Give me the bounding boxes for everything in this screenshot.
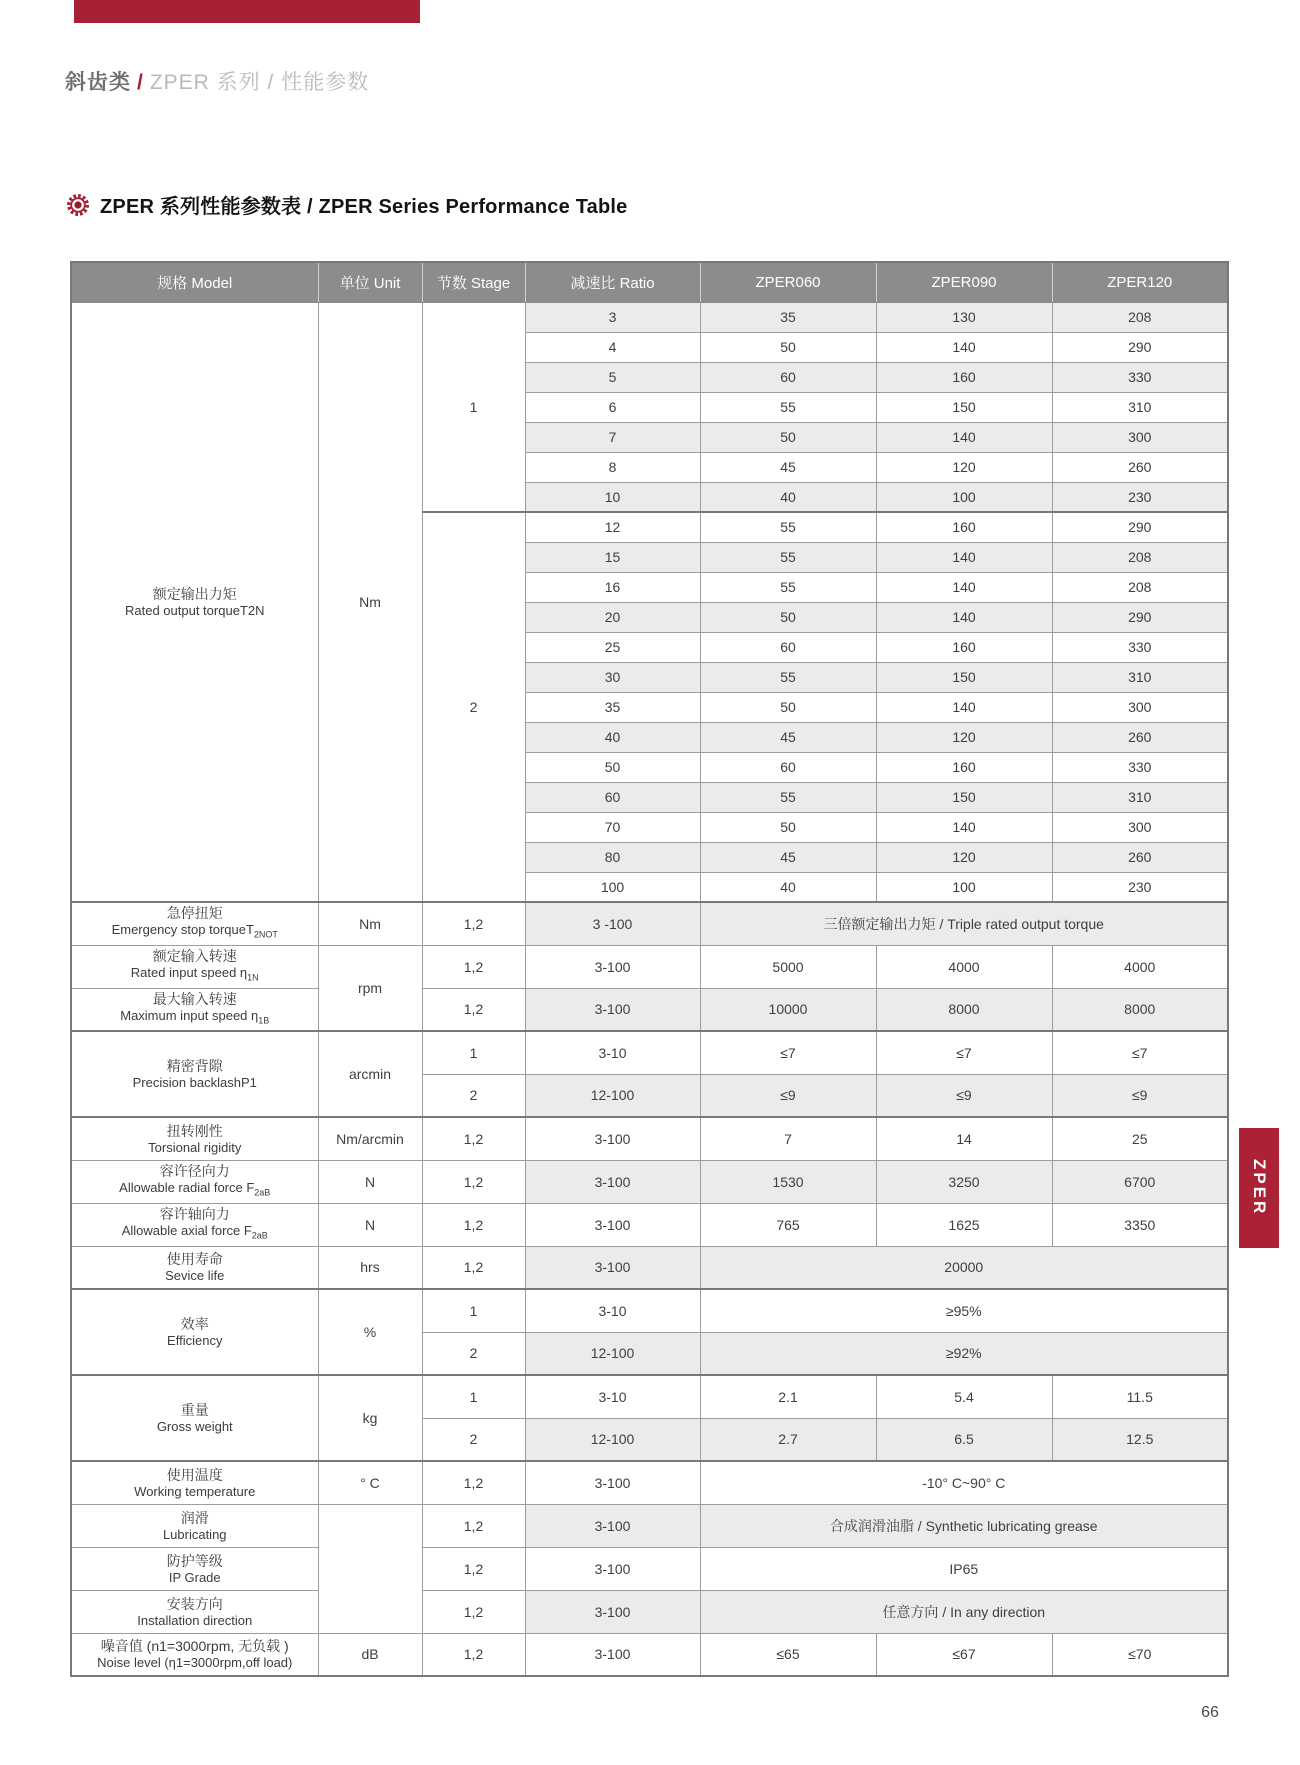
value-cell: ≤7 [700,1031,876,1074]
value-cell: 150 [876,782,1052,812]
value-cell: 45 [700,722,876,752]
param-label-cell: 急停扭矩 Emergency stop torqueT$_{2NOT}$ [71,902,318,945]
breadcrumb-category: 斜齿类 [65,71,131,94]
value-cell: 12-100 [525,1418,700,1461]
param-label-cell: 润滑 Lubricating [71,1504,318,1547]
value-cell: 10000 [700,988,876,1031]
value-cell: 1 [422,1289,525,1332]
value-cell: 3-100 [525,945,700,988]
value-cell: 100 [876,872,1052,902]
value-cell: 1,2 [422,1504,525,1547]
value-cell: 35 [525,692,700,722]
value-cell: 2.1 [700,1375,876,1418]
value-cell: 8000 [876,988,1052,1031]
param-label-cell: 防护等级 IP Grade [71,1547,318,1590]
column-header: ZPER120 [1052,262,1228,302]
value-cell: 2 [422,1074,525,1117]
value-cell: ≤67 [876,1633,1052,1676]
value-cell: 310 [1052,782,1228,812]
page-number: 66 [1201,1704,1219,1721]
value-cell [318,1504,422,1633]
value-cell: 140 [876,542,1052,572]
value-cell: 140 [876,572,1052,602]
value-cell: 300 [1052,422,1228,452]
value-cell: 16 [525,572,700,602]
value-cell: 120 [876,722,1052,752]
value-cell: 7 [525,422,700,452]
value-cell: 4000 [1052,945,1228,988]
value-cell: 20000 [700,1246,1228,1289]
value-cell: 765 [700,1203,876,1246]
value-cell: 7 [700,1117,876,1160]
value-cell: 260 [1052,452,1228,482]
value-cell: 50 [525,752,700,782]
value-cell: 260 [1052,842,1228,872]
value-cell: 12-100 [525,1074,700,1117]
param-label-cell: 容许轴向力 Allowable axial force $F_{2aB}$ [71,1203,318,1246]
param-label-cell: 额定输出力矩 Rated output torqueT2N [71,302,318,902]
param-label-cell: 安装方向 Installation direction [71,1590,318,1633]
value-cell: 45 [700,842,876,872]
value-cell: 1,2 [422,1590,525,1633]
value-cell: 70 [525,812,700,842]
value-cell: 40 [700,482,876,512]
value-cell: 55 [700,572,876,602]
value-cell: ° C [318,1461,422,1504]
value-cell: 300 [1052,812,1228,842]
value-cell: 230 [1052,872,1228,902]
value-cell: 14 [876,1117,1052,1160]
value-cell: 120 [876,842,1052,872]
value-cell: 310 [1052,662,1228,692]
series-side-tab [1239,1128,1279,1248]
section-title [66,190,627,219]
breadcrumb-separator: / [137,71,144,94]
value-cell: 2 [422,1418,525,1461]
value-cell: 3-100 [525,988,700,1031]
value-cell: 8000 [1052,988,1228,1031]
value-cell: 10 [525,482,700,512]
value-cell: 3-100 [525,1590,700,1633]
value-cell: 208 [1052,542,1228,572]
column-header: 减速比 Ratio [525,262,700,302]
value-cell: 11.5 [1052,1375,1228,1418]
value-cell: IP65 [700,1547,1228,1590]
value-cell: ≤9 [1052,1074,1228,1117]
value-cell: 1 [422,1375,525,1418]
value-cell: 1,2 [422,1117,525,1160]
value-cell: 6700 [1052,1160,1228,1203]
value-cell: 12-100 [525,1332,700,1375]
param-label-cell: 容许径向力 Allowable radial force $F_{2aB}$ [71,1160,318,1203]
value-cell: kg [318,1375,422,1461]
value-cell: 3-100 [525,1203,700,1246]
value-cell: N [318,1160,422,1203]
series-side-tab-label: ZPER [1250,1159,1269,1217]
value-cell: 208 [1052,572,1228,602]
param-label-cell: 额定输入转速 Rated input speed $\eta_{1N}$ [71,945,318,988]
value-cell: 1530 [700,1160,876,1203]
value-cell: 1,2 [422,1633,525,1676]
value-cell: ≤9 [876,1074,1052,1117]
value-cell: 3350 [1052,1203,1228,1246]
value-cell: 合成润滑油脂 / Synthetic lubricating grease [700,1504,1228,1547]
value-cell: 3-100 [525,1633,700,1676]
value-cell: 100 [525,872,700,902]
value-cell: 3-10 [525,1031,700,1074]
param-label-cell: 重量 Gross weight [71,1375,318,1461]
value-cell: 50 [700,602,876,632]
breadcrumb-trail: ZPER 系列 / 性能参数 [149,71,370,94]
value-cell: 3-100 [525,1547,700,1590]
value-cell: 55 [700,542,876,572]
value-cell: 260 [1052,722,1228,752]
value-cell: 150 [876,662,1052,692]
value-cell: 55 [700,662,876,692]
value-cell: 1,2 [422,1246,525,1289]
value-cell: 6 [525,392,700,422]
value-cell: 60 [525,782,700,812]
value-cell: 2 [422,512,525,902]
value-cell: 25 [525,632,700,662]
value-cell: 208 [1052,302,1228,332]
value-cell: 25 [1052,1117,1228,1160]
value-cell: 60 [700,752,876,782]
value-cell: N [318,1203,422,1246]
value-cell: 3 [525,302,700,332]
value-cell: 1,2 [422,1547,525,1590]
value-cell: 50 [700,332,876,362]
value-cell: 330 [1052,752,1228,782]
value-cell: 160 [876,512,1052,542]
value-cell: 3-100 [525,1461,700,1504]
value-cell: 3-10 [525,1289,700,1332]
value-cell: hrs [318,1246,422,1289]
value-cell: ≤7 [1052,1031,1228,1074]
value-cell: 三倍额定输出力矩 / Triple rated output torque [700,902,1228,945]
value-cell: 4000 [876,945,1052,988]
value-cell: 50 [700,422,876,452]
param-label-cell: 精密背隙 Precision backlashP1 [71,1031,318,1117]
value-cell: 1,2 [422,1203,525,1246]
value-cell: 55 [700,392,876,422]
value-cell: -10° C~90° C [700,1461,1228,1504]
breadcrumb [65,66,369,96]
value-cell: 330 [1052,632,1228,662]
param-label-cell: 效率 Efficiency [71,1289,318,1375]
value-cell: arcmin [318,1031,422,1117]
param-label-cell: 扭转刚性 Torsional rigidity [71,1117,318,1160]
value-cell: 140 [876,812,1052,842]
value-cell: 30 [525,662,700,692]
value-cell: 1,2 [422,945,525,988]
value-cell: 5 [525,362,700,392]
value-cell: 15 [525,542,700,572]
value-cell: 1,2 [422,902,525,945]
value-cell: ≤7 [876,1031,1052,1074]
value-cell: 290 [1052,332,1228,362]
value-cell: 140 [876,602,1052,632]
value-cell: 230 [1052,482,1228,512]
value-cell: 50 [700,692,876,722]
value-cell: 1,2 [422,1461,525,1504]
value-cell: 130 [876,302,1052,332]
performance-table [70,261,1229,1677]
value-cell: 1,2 [422,988,525,1031]
value-cell: 35 [700,302,876,332]
value-cell: 160 [876,362,1052,392]
value-cell: ≤9 [700,1074,876,1117]
value-cell: ≥95% [700,1289,1228,1332]
value-cell: 300 [1052,692,1228,722]
value-cell: 100 [876,482,1052,512]
value-cell: 310 [1052,392,1228,422]
value-cell: 55 [700,512,876,542]
value-cell: 140 [876,422,1052,452]
param-label-cell: 使用温度 Working temperature [71,1461,318,1504]
value-cell: 2 [422,1332,525,1375]
value-cell: dB [318,1633,422,1676]
value-cell: 140 [876,332,1052,362]
column-header: 单位 Unit [318,262,422,302]
value-cell: 3-100 [525,1504,700,1547]
value-cell: 40 [700,872,876,902]
value-cell: 290 [1052,512,1228,542]
value-cell: ≤65 [700,1633,876,1676]
value-cell: 2.7 [700,1418,876,1461]
value-cell: 5.4 [876,1375,1052,1418]
top-red-bar [74,0,420,23]
value-cell: 50 [700,812,876,842]
value-cell: ≤70 [1052,1633,1228,1676]
value-cell: 80 [525,842,700,872]
value-cell: 4 [525,332,700,362]
value-cell: 3-100 [525,1160,700,1203]
value-cell: 60 [700,632,876,662]
value-cell: 12 [525,512,700,542]
value-cell: 150 [876,392,1052,422]
value-cell: 1625 [876,1203,1052,1246]
value-cell: 120 [876,452,1052,482]
value-cell: 3250 [876,1160,1052,1203]
value-cell: 1 [422,1031,525,1074]
value-cell: 45 [700,452,876,482]
value-cell: 任意方向 / In any direction [700,1590,1228,1633]
section-title-text: ZPER 系列性能参数表 / ZPER Series Performance Table [100,196,628,218]
column-header: ZPER090 [876,262,1052,302]
performance-table-wrap [70,261,1229,1677]
value-cell: 1 [422,302,525,512]
column-header: 节数 Stage [422,262,525,302]
column-header: ZPER060 [700,262,876,302]
value-cell: Nm [318,302,422,902]
value-cell: 60 [700,362,876,392]
value-cell: 40 [525,722,700,752]
value-cell: 3-100 [525,1117,700,1160]
value-cell: 12.5 [1052,1418,1228,1461]
value-cell: Nm [318,902,422,945]
value-cell: 3 -100 [525,902,700,945]
value-cell: 160 [876,752,1052,782]
value-cell: 3-100 [525,1246,700,1289]
value-cell: 1,2 [422,1160,525,1203]
param-label-cell: 最大输入转速 Maximum input speed $\eta_{1B}$ [71,988,318,1031]
value-cell: 290 [1052,602,1228,632]
value-cell: 330 [1052,362,1228,392]
value-cell: 6.5 [876,1418,1052,1461]
value-cell: 20 [525,602,700,632]
value-cell: 3-10 [525,1375,700,1418]
value-cell: 8 [525,452,700,482]
param-label-cell: 噪音值 (n1=3000rpm, 无负载 ) Noise level (η1=3000rpm,off load) [71,1633,318,1676]
value-cell: 160 [876,632,1052,662]
value-cell: ≥92% [700,1332,1228,1375]
value-cell: Nm/arcmin [318,1117,422,1160]
value-cell: 5000 [700,945,876,988]
value-cell: 140 [876,692,1052,722]
param-label-cell: 使用寿命 Sevice life [71,1246,318,1289]
column-header: 规格 Model [71,262,318,302]
value-cell: % [318,1289,422,1375]
value-cell: 55 [700,782,876,812]
gear-icon [66,193,90,217]
value-cell: rpm [318,945,422,1031]
